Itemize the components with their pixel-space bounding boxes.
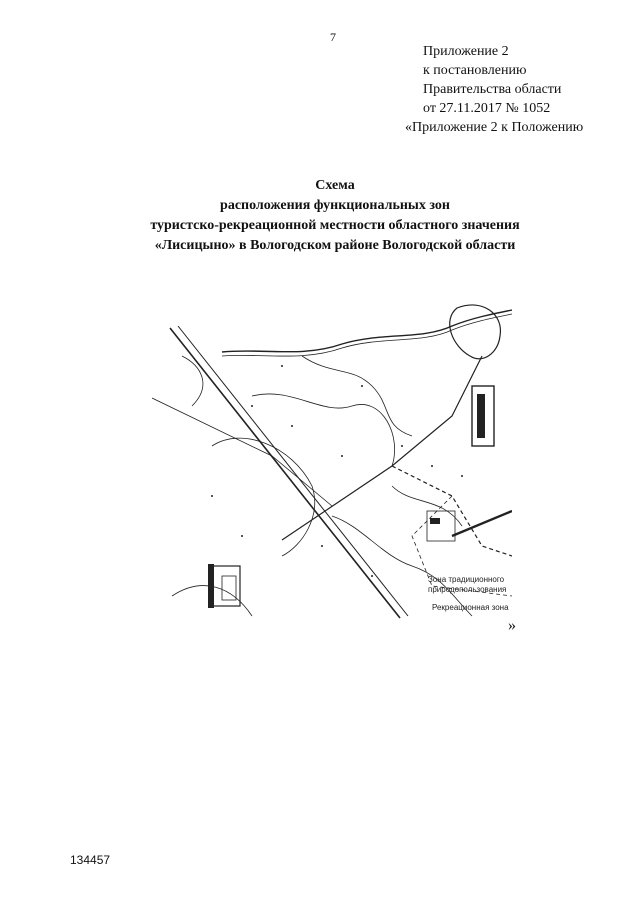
appendix-line-3: Правительства области bbox=[423, 82, 562, 97]
title-line-3: туристско-рекреационной местности областного значения bbox=[150, 218, 520, 233]
legend-zone-traditional-line-1: Зона традиционного bbox=[428, 575, 505, 584]
legend-zone-traditional bbox=[428, 575, 506, 595]
appendix-line-2: к постановлению bbox=[423, 63, 527, 78]
legend-zone-traditional-line-2: природопользования bbox=[428, 585, 507, 594]
appendix-line-4: от 27.11.2017 № 1052 bbox=[423, 101, 551, 116]
legend-zone-recreation: Рекреационная зона bbox=[432, 603, 509, 612]
title-line-4: «Лисицыно» в Вологодском районе Вологодской области bbox=[154, 238, 516, 253]
appendix-line-5: «Приложение 2 к Положению bbox=[405, 120, 584, 135]
document-code: 134457 bbox=[70, 853, 111, 867]
appendix-header bbox=[405, 42, 583, 137]
title-line-2: расположения функциональных зон bbox=[220, 198, 450, 213]
title-line-1: Схема bbox=[315, 178, 355, 193]
page-number: 7 bbox=[330, 30, 336, 44]
document-title bbox=[100, 176, 570, 256]
closing-quote: » bbox=[508, 617, 516, 634]
appendix-line-1: Приложение 2 bbox=[423, 44, 509, 59]
